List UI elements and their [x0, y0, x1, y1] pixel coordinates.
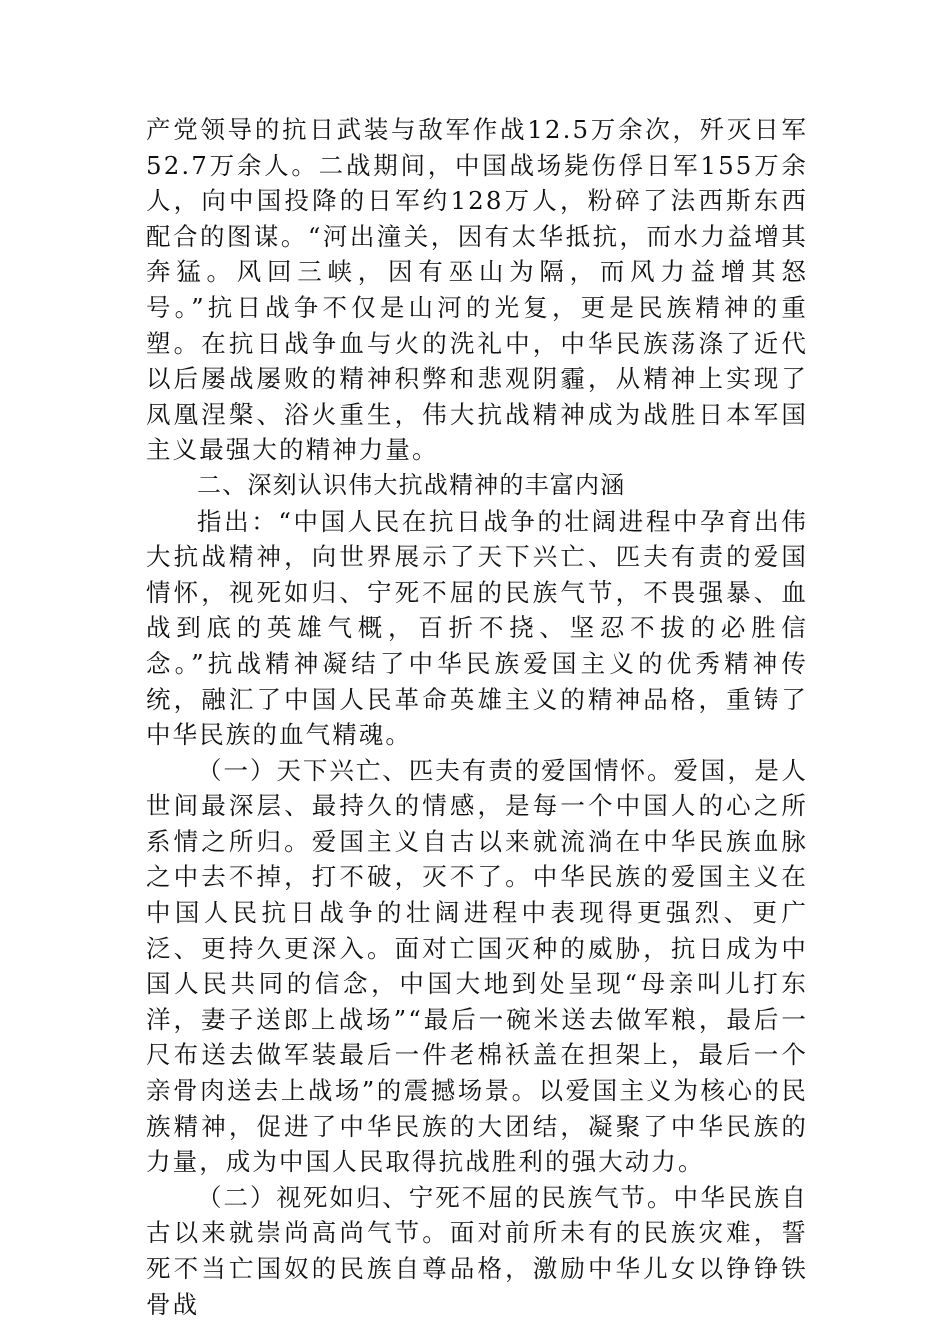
point-two-body: 中华民族自古以来就崇尚高尚气节。面对前所未有的民族灾难，誓死不当亡国奴的民族自尊品格，激励中华儿女以铮铮铁骨战	[146, 1182, 808, 1319]
section-heading: 二、深刻认识伟大抗战精神的丰富内涵	[197, 470, 626, 499]
point-one-title: （一）天下兴亡、匹夫有责的爱国情怀。	[197, 755, 674, 785]
point-one-body: 爱国，是人世间最深层、最持久的情感，是每一个中国人的心之所系情之所归。爱国主义自古以来就流淌在中华民族血脉之中去不掉，打不破，灭不了。中华民族的爱国主义在中国人民抗日战争的壮阔进程中表现得更强烈、更广泛、更持久更深入。面对亡国灭种的威胁，抗日成为中国人民共同的信念，中国大地到处呈现“母亲叫儿打东洋，妻子送郎上战场”“最后一碗米送去做军粮，最后一尺布送去做军装最后一件老棉袄盖在担架上，最后一个亲骨肉送去上战场”的震撼场景。以爱国主义为核心的民族精神，促进了中华民族的大团结，凝聚了中华民族的力量，成为中国人民取得抗战胜利的强大动力。	[146, 755, 808, 1177]
point-one-paragraph	[146, 753, 808, 1180]
point-two-paragraph	[146, 1180, 808, 1322]
quote-paragraph: 指出：“中国人民在抗日战争的壮阔进程中孕育出伟大抗战精神，向世界展示了天下兴亡、匹夫有责的爱国情怀，视死如归、宁死不屈的民族气节，不畏强暴、血战到底的英雄气概，百折不挠、坚忍不拔的必胜信念。”抗战精神凝结了中华民族爱国主义的优秀精神传统，融汇了中国人民革命英雄主义的精神品格，重铸了中华民族的血气精魂。	[146, 506, 808, 750]
document-page	[146, 112, 808, 1322]
intro-paragraph: 产党领导的抗日武装与敌军作战12.5万余次，歼灭日军52.7万余人。二战期间，中国战场毙伤俘日军155万余人，向中国投降的日军约128万人，粉碎了法西斯东西配合的图谋。“河出潼关，因有太华抵抗，而水力益增其奔猛。风回三峡，因有巫山为隔，而风力益增其怒号。”抗日战争不仅是山河的光复，更是民族精神的重塑。在抗日战争血与火的洗礼中，中华民族荡涤了近代以后屡战屡败的精神积弊和悲观阴霾，从精神上实现了凤凰涅槃、浴火重生，伟大抗战精神成为战胜日本军国主义最强大的精神力量。	[146, 115, 808, 465]
point-two-title: （二）视死如归、宁死不屈的民族气节。	[197, 1182, 674, 1212]
